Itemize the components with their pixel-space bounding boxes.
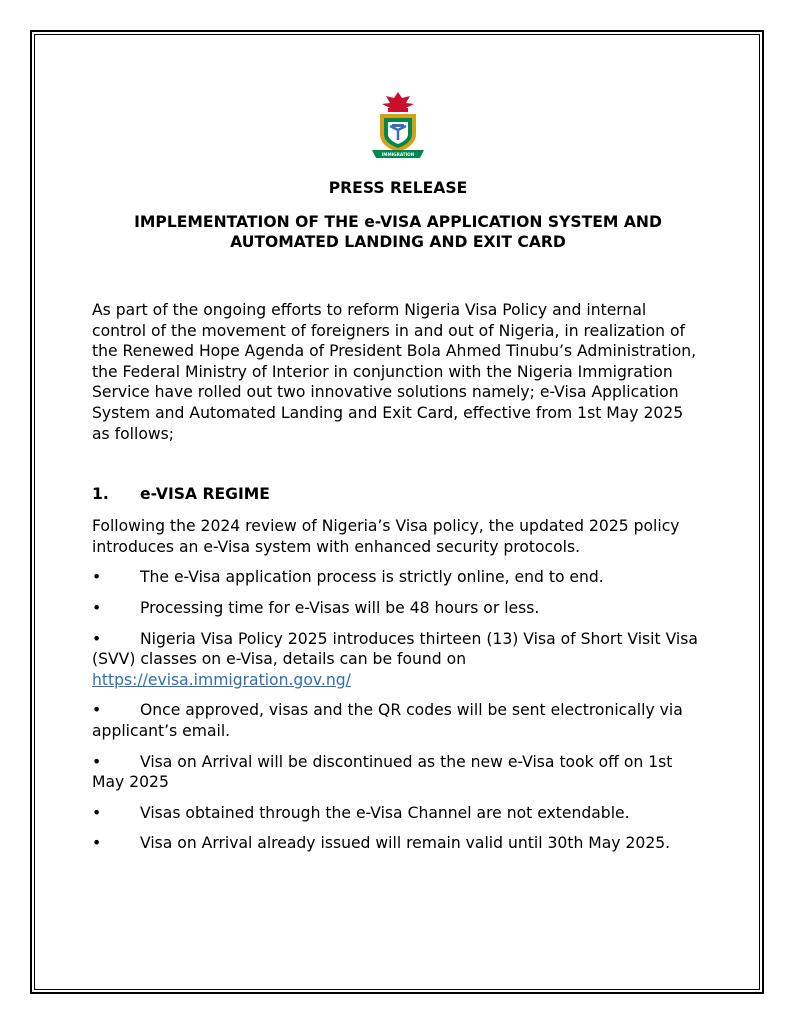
list-item-text: Visa on Arrival already issued will remain valid until 30th May 2025. — [140, 834, 671, 853]
list-item — [92, 700, 704, 741]
page-title-line2: AUTOMATED LANDING AND EXIT CARD — [230, 233, 566, 251]
coat-of-arms-icon — [366, 90, 430, 162]
list-item-text: The e-Visa application process is strictly online, end to end. — [140, 568, 604, 587]
list-item — [92, 833, 704, 854]
bullet-icon: • — [92, 629, 102, 648]
press-release-body — [92, 178, 704, 854]
list-item-text: Visa on Arrival will be discontinued as the new e-Visa took off on 1st May 2025 — [92, 752, 673, 792]
list-item — [92, 752, 704, 793]
list-item — [92, 567, 704, 588]
list-item-text: Nigeria Visa Policy 2025 introduces thirteen (13) Visa of Short Visit Visa (SVV) classes on e-Visa, details can be found on — [92, 629, 698, 669]
section-intro-text: Following the 2024 review of Nigeria’s Visa policy, the updated 2025 policy introduces an e-Visa system with enhanced security protocols. — [92, 517, 680, 556]
press-release-label: PRESS RELEASE — [328, 179, 468, 197]
bullet-icon: • — [92, 701, 102, 720]
intro-paragraph: As part of the ongoing efforts to reform Nigeria Visa Policy and internal control of the movement of foreigners in and out of Nigeria, in realization of the Renewed Hope Agenda of President Bola Ahmed Tinubu’s Administration, the Federal Ministry of Interior in conjunction with the Nigeria Immigration Service have rolled out two innovative solutions namely; e-Visa Application System and Automated Landing and Exit Card, effective from 1st May 2025 as follows; — [92, 301, 697, 443]
bullet-icon: • — [92, 598, 102, 617]
evisa-link[interactable]: https://evisa.immigration.gov.ng/ — [92, 670, 351, 689]
svg-text:IMMIGRATION: IMMIGRATION — [381, 152, 415, 157]
section-number: 1. — [92, 485, 109, 504]
list-item — [92, 629, 704, 691]
section-heading — [92, 484, 704, 504]
list-item — [92, 598, 704, 619]
list-item-text: Processing time for e-Visas will be 48 hours or less. — [140, 598, 540, 617]
list-item — [92, 803, 704, 824]
bullet-icon: • — [92, 752, 102, 771]
list-item-text: Once approved, visas and the QR codes will be sent electronically via applicant’s email. — [92, 701, 683, 740]
list-item-text: Visas obtained through the e-Visa Channel are not extendable. — [140, 803, 630, 822]
page-title-line1: IMPLEMENTATION OF THE e-VISA APPLICATION SYSTEM AND — [134, 213, 662, 231]
section-title: e-VISA REGIME — [140, 485, 270, 504]
bullet-icon: • — [92, 834, 102, 853]
bullet-icon: • — [92, 803, 102, 822]
bullet-icon: • — [92, 568, 102, 587]
